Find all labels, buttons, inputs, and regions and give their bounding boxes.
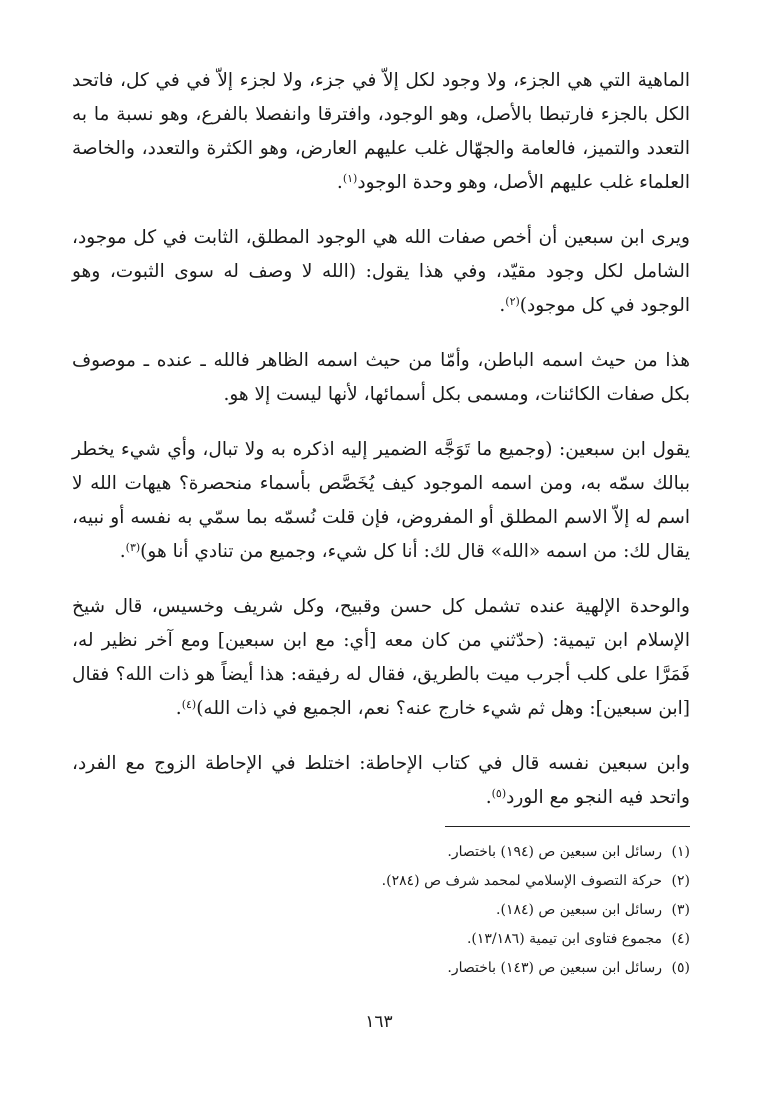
footnote-text: مجموع فتاوى ابن تيمية (١٣/١٨٦). [466, 931, 662, 947]
paragraph-6: وابن سبعين نفسه قال في كتاب الإحاطة: اختلط في الإحاطة الزوج مع الفرد، واتحد فيه النجو مع الورد$^{(٥)}$. [72, 753, 690, 808]
footnote-text: رسائل ابن سبعين ص (١٨٤). [496, 902, 662, 918]
footnote-text: رسائل ابن سبعين ص (١٩٤) باختصار. [447, 844, 662, 860]
footnote-ref-5: (٥) [491, 787, 507, 800]
footnotes-list [130, 838, 690, 983]
footnote-text: رسائل ابن سبعين ص (١٤٣) باختصار. [447, 960, 662, 976]
footnote-number: (١) [671, 844, 690, 860]
footnote-ref-3: (٣) [125, 541, 141, 554]
footnote-item [130, 838, 690, 867]
footnote-text: حركة التصوف الإسلامي لمحمد شرف ص (٢٨٤). [381, 873, 662, 889]
footnote-item [130, 896, 690, 925]
footnote-number: (٣) [671, 902, 690, 918]
main-text [72, 64, 690, 836]
footnote-number: (٢) [671, 873, 690, 889]
paragraph-1: الماهية التي هي الجزء، ولا وجود لكل إلاّ في جزء، ولا لجزء إلاّ في في كل، فاتحد الكل بالجزء فارتبطا بالأصل، وهو الوجود، وافترقا وانفصلا بالفرع، وهو نسبة ما به التعدد والتميز، فالعامة والجهّال غلب عليهم العارض، وهو الكثرة والتعدد، والخاصة العلماء غلب عليهم الأصل، وهو وحدة الوجود$^{(١)}$. [72, 70, 690, 193]
footnote-number: (٥) [671, 960, 690, 976]
paragraph-2: ويرى ابن سبعين أن أخص صفات الله هي الوجود المطلق، الثابت في كل موجود، الشامل لكل وجود مقيّد، وفي هذا يقول: (الله لا وصف له سوى الثبوت، وهو الوجود في كل موجود)$^{(٢)}$. [72, 227, 690, 316]
footnote-item [130, 925, 690, 954]
paragraph-5: والوحدة الإلهية عنده تشمل كل حسن وقبيح، وكل شريف وخسيس، قال شيخ الإسلام ابن تيمية: (حدّثني من كان معه [أي: مع ابن سبعين] ومع آخر نظير له، فَمَرَّا على كلب أجرب ميت بالطريق، فقال له رفيقه: هذا أيضاً هو ذات الله؟ فقال [ابن سبعين]: وهل ثم شيء خارج عنه؟ نعم، الجميع في ذات الله)$^{(٤)}$. [72, 596, 690, 719]
page-number: ١٦٣ [365, 1012, 393, 1032]
paragraph-3: هذا من حيث اسمه الباطن، وأمّا من حيث اسمه الظاهر فالله ـ عنده ـ موصوف بكل صفات الكائنات، ومسمى بكل أسمائها، لأنها ليست إلا هو. [72, 350, 690, 405]
footnote-divider [445, 826, 690, 827]
footnote-ref-1: (١) [342, 172, 358, 185]
footnote-number: (٤) [671, 931, 690, 947]
paragraph-4: يقول ابن سبعين: (وجميع ما تَوَجَّه الضمير إليه اذكره به ولا تبال، وأي شيء يخطر ببالك سمّه به، ومن اسمه الموجود كيف يُخَصَّص بأسماء منحصرة؟ هيهات الله لا اسم له إلاّ الاسم المطلق أو المفروض، فإن قلت نُسمّه بما سمّي به نفسه أو نبيه، يقال لك: من اسمه «الله» قال لك: أنا كل شيء، وجميع من تنادي أنا هو)$^{(٣)}$. [72, 439, 690, 562]
footnote-item [130, 954, 690, 983]
footnote-ref-2: (٢) [505, 295, 520, 308]
footnote-ref-4: (٤) [181, 698, 197, 711]
footnote-item [130, 867, 690, 896]
